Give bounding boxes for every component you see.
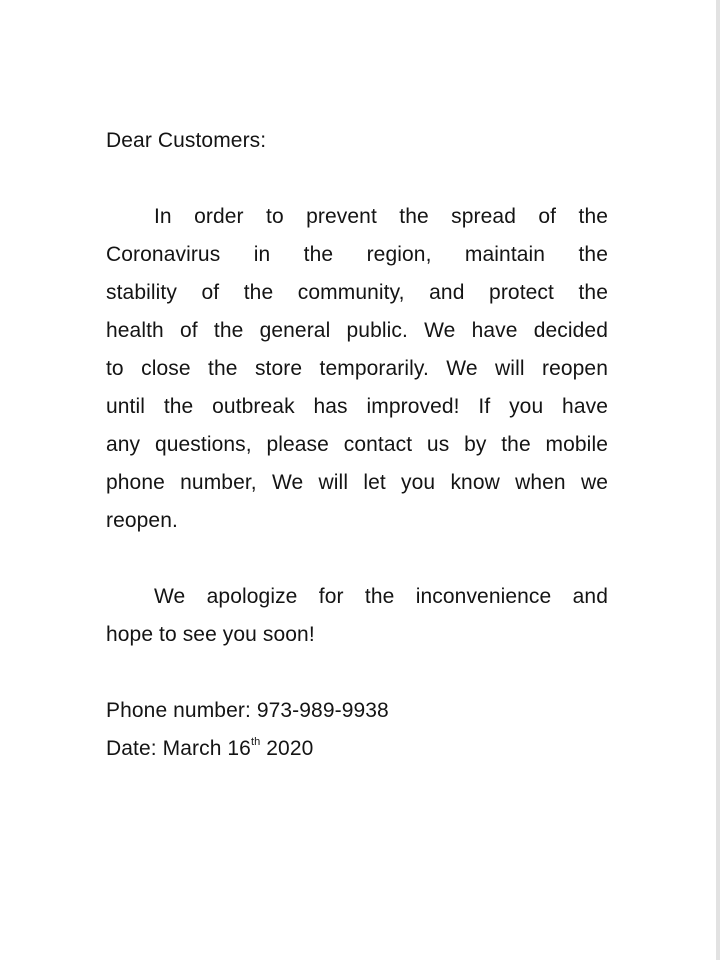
notice-date — [106, 730, 608, 768]
paragraph-line: until the outbreak has improved! If you have — [106, 395, 608, 418]
spacer — [106, 160, 608, 198]
closure-paragraph — [106, 198, 608, 540]
paragraph-line: hope to see you soon! — [106, 623, 315, 646]
spacer — [106, 540, 608, 578]
date-prefix: Date: March 16 — [106, 737, 251, 760]
notice-document — [106, 122, 608, 768]
greeting: Dear Customers: — [106, 129, 267, 152]
paragraph-line: phone number, We will let you know when we — [106, 471, 608, 494]
date-ordinal-suffix: th — [250, 736, 261, 748]
paragraph-line: We apologize for the inconvenience and — [154, 585, 608, 608]
spacer — [106, 654, 608, 692]
paragraph-line: Coronavirus in the region, maintain the — [106, 243, 608, 266]
phone-number: Phone number: 973-989-9938 — [106, 699, 389, 722]
paragraph-line: stability of the community, and protect the — [106, 281, 608, 304]
paragraph-line: to close the store temporarily. We will reopen — [106, 357, 608, 380]
paragraph-line: reopen. — [106, 509, 178, 532]
date-year: 2020 — [260, 737, 314, 760]
paragraph-line: In order to prevent the spread of the — [154, 205, 608, 228]
paragraph-line: health of the general public. We have decided — [106, 319, 608, 342]
page-edge-shadow — [716, 0, 720, 960]
paragraph-line: any questions, please contact us by the mobile — [106, 433, 608, 456]
apology-paragraph — [106, 578, 608, 654]
